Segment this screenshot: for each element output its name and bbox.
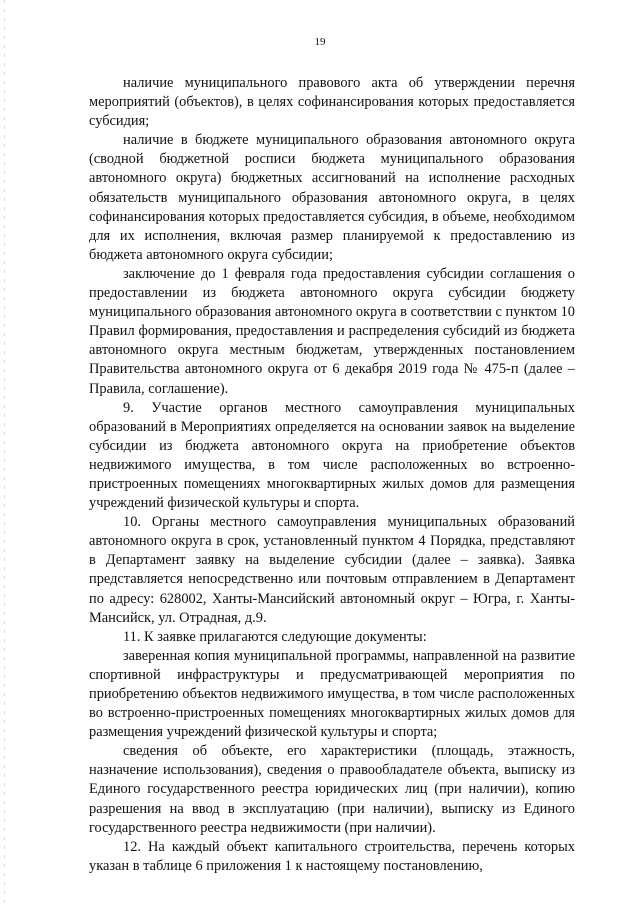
paragraph-item-12: 12. На каждый объект капитального строительства, перечень которых указан в таблице 6 приложения 1 к настоящему постановлению, (89, 838, 575, 874)
paragraph-item-11: 11. К заявке прилагаются следующие документы: (123, 628, 427, 645)
paragraph-item-10: 10. Органы местного самоуправления муниципальных образований автономного округа в срок, установленный пунктом 4 Порядка, представляют в Департамент заявку на выделение субсидии (далее – заявка). Заявка представляется непосредственно или почтовым отправлением в Департамент по адресу: 628002, Ханты-Мансийский автономный округ – Югра, г. Ханты-Мансийск, ул. Отрадная, д.9. (89, 514, 575, 626)
scan-edge-mark (4, 0, 5, 905)
paragraph-program-copy: заверенная копия муниципальной программы, направленной на развитие спортивной инфраструктуры и предусматривающей мероприятия по приобретению объектов недвижимого имущества, в том числе расположенных во встроенно-пристроенных помещениях многоквартирных жилых домов для размещения учреждений физической культуры и спорта; (89, 647, 575, 741)
page-number: 19 (314, 36, 326, 48)
paragraph-agreement-condition: заключение до 1 февраля года предоставления субсидии соглашения о предоставлении из бюджета автономного округа субсидии бюджету муниципального образования автономного округа в соответствии с пунктом 10 Правил формирования, предоставления и распределения субсидий из бюджета автономного округа местным бюджетам, утвержденных постановлением Правительства автономного округа от 6 декабря 2019 года № 475-п (далее – Правила, соглашение). (89, 265, 575, 397)
document-body (89, 74, 575, 876)
paragraph-budget-condition: наличие в бюджете муниципального образования автономного округа (сводной бюджетной росписи бюджета муниципального образования автономного округа) бюджетных ассигнований на исполнение расходных обязательств муниципального образования автономного округа, в целях софинансирования которых предоставляется субсидия, в объеме, необходимом для их исполнения, включая размер планируемой к предоставлению из бюджета автономного округа субсидии; (89, 132, 575, 263)
paragraph-object-info: сведения об объекте, его характеристики (площадь, этажность, назначение использования), сведения о правообладателе объекта, выписку из Единого государственного реестра юридических лиц (при наличии), копию разрешения на ввод в эксплуатацию (при наличии), выписку из Единого государственного реестра недвижимости (при наличии). (89, 743, 575, 836)
paragraph-legal-act-condition: наличие муниципального правового акта об утверждении перечня мероприятий (объектов), в целях софинансирования которых предоставляется субсидия; (89, 75, 575, 130)
paragraph-item-9: 9. Участие органов местного самоуправления муниципальных образований в Мероприятиях определяется на основании заявок на выделение субсидии из бюджета автономного округа на приобретение объектов недвижимого имущества, в том числе расположенных во встроенно-пристроенных помещениях многоквартирных жилых домов для размещения учреждений физической культуры и спорта. (89, 399, 575, 512)
